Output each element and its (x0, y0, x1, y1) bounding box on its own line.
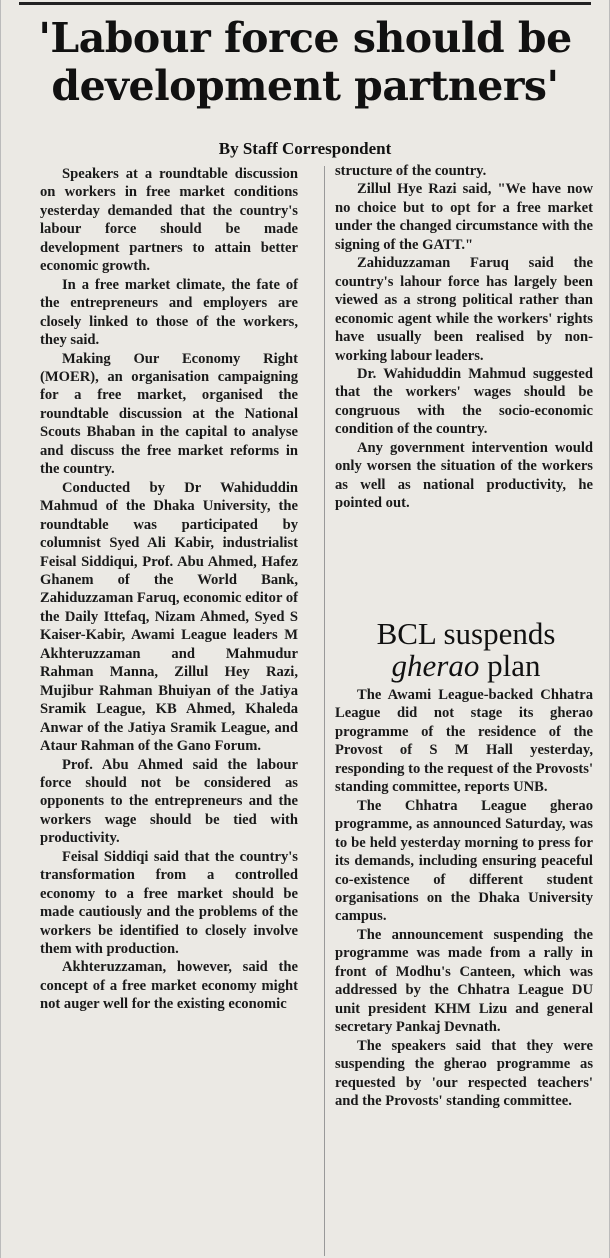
paragraph: Feisal Siddiqi said that the country's transformation from a controlled economy to a free market should be made cautiously and the problems of the workers be identified to closely involve them with production. (40, 848, 298, 958)
article-right-column (335, 162, 593, 513)
paragraph: The Awami League-backed Chhatra League did not stage its gherao programme of the residence of the Provost of S M Hall yesterday, responding to the request of the Provosts' standing committee, reports UNB. (335, 687, 593, 796)
paragraph: Zillul Hye Razi said, "We have now no choice but to opt for a free market under the changed circumstance with the signing of the GATT." (335, 181, 593, 253)
paragraph: Making Our Economy Right (MOER), an organisation campaigning for a free market, organised the roundtable discussion at the National Scouts Bhaban in the capital to analyse and discuss the free market reforms in the country. (40, 350, 298, 478)
column-divider (324, 166, 325, 1256)
article-left-column (40, 165, 298, 1014)
sidebar-article-body (335, 686, 593, 1110)
paragraph: The Chhatra League gherao programme, as announced Saturday, was to be held yesterday morning to press for its demands, including ensuring peaceful co-existence of different student organisations on the Dhaka University campus. (335, 797, 593, 925)
paragraph: The speakers said that they were suspending the gherao programme as requested by 'our respected teachers' and the Provosts' standing committee. (335, 1037, 593, 1109)
paragraph: Speakers at a roundtable discussion on workers in free market conditions yesterday demanded that the country's labour force should be made development partners to attain better economic growth. (40, 166, 298, 275)
byline: By Staff Correspondent (218, 139, 392, 158)
top-rule (19, 2, 591, 5)
article-headline (11, 14, 599, 110)
paragraph: In a free market climate, the fate of the entrepreneurs and employers are closely linked to those of the workers, they said. (40, 276, 298, 349)
paragraph: Akhteruzzaman, however, said the concept of a free market economy might not auger well for the existing economic (40, 959, 298, 1013)
paragraph: The announcement suspending the programme was made from a rally in front of Modhu's Canteen, which was addressed by the Chhatra League DU unit president KHM Lizu and general secretary Pankaj Devnath. (335, 926, 593, 1036)
sidebar-headline-line-2 (335, 650, 597, 682)
sidebar-headline-italic: gherao (391, 648, 480, 683)
paragraph: Prof. Abu Ahmed said the labour force should not be considered as opponents to the entrepreneurs and the workers wage should be tied with productivity. (40, 756, 298, 847)
paragraph-continuation: structure of the country. (335, 163, 487, 179)
paragraph: Conducted by Dr Wahiduddin Mahmud of the Dhaka University, the roundtable was participated by columnist Syed Ali Kabir, industrialist Feisal Siddiqui, Prof. Abu Ahmed, Hafez Ghanem of the World Bank, Zahiduzzaman Faruq, economic editor of the Daily Ittefaq, Nizam Ahmed, Syed S Kaiser-Kabir, Awami League leaders M Akhteruzzaman and Mahmudur Rahman Manna, Zillul Hey Razi, Mujibur Rahman Bhuiyan of the Jatiya Sramik League, KB Ahmed, Khaleda Anwar of the Jatiya Sramik League, and Ataur Rahman of the Gano Forum. (40, 479, 298, 755)
paragraph: Any government intervention would only worsen the situation of the workers as well as national productivity, he pointed out. (335, 439, 593, 512)
sidebar-headline-rest: plan (479, 648, 541, 683)
headline-line-2: development partners' (51, 62, 559, 110)
headline-line-1: 'Labour force should be (38, 14, 572, 62)
paragraph: Dr. Wahiduddin Mahmud suggested that the workers' wages should be congruous with the socio-economic condition of the country. (335, 365, 593, 438)
sidebar-headline (335, 618, 597, 682)
paragraph: Zahiduzzaman Faruq said the country's lahour force has largely been viewed as a strong political rather than economic agent while the workers' rights have usually been realised by non-working labour leaders. (335, 255, 593, 364)
sidebar-headline-line-1: BCL suspends (376, 616, 556, 651)
